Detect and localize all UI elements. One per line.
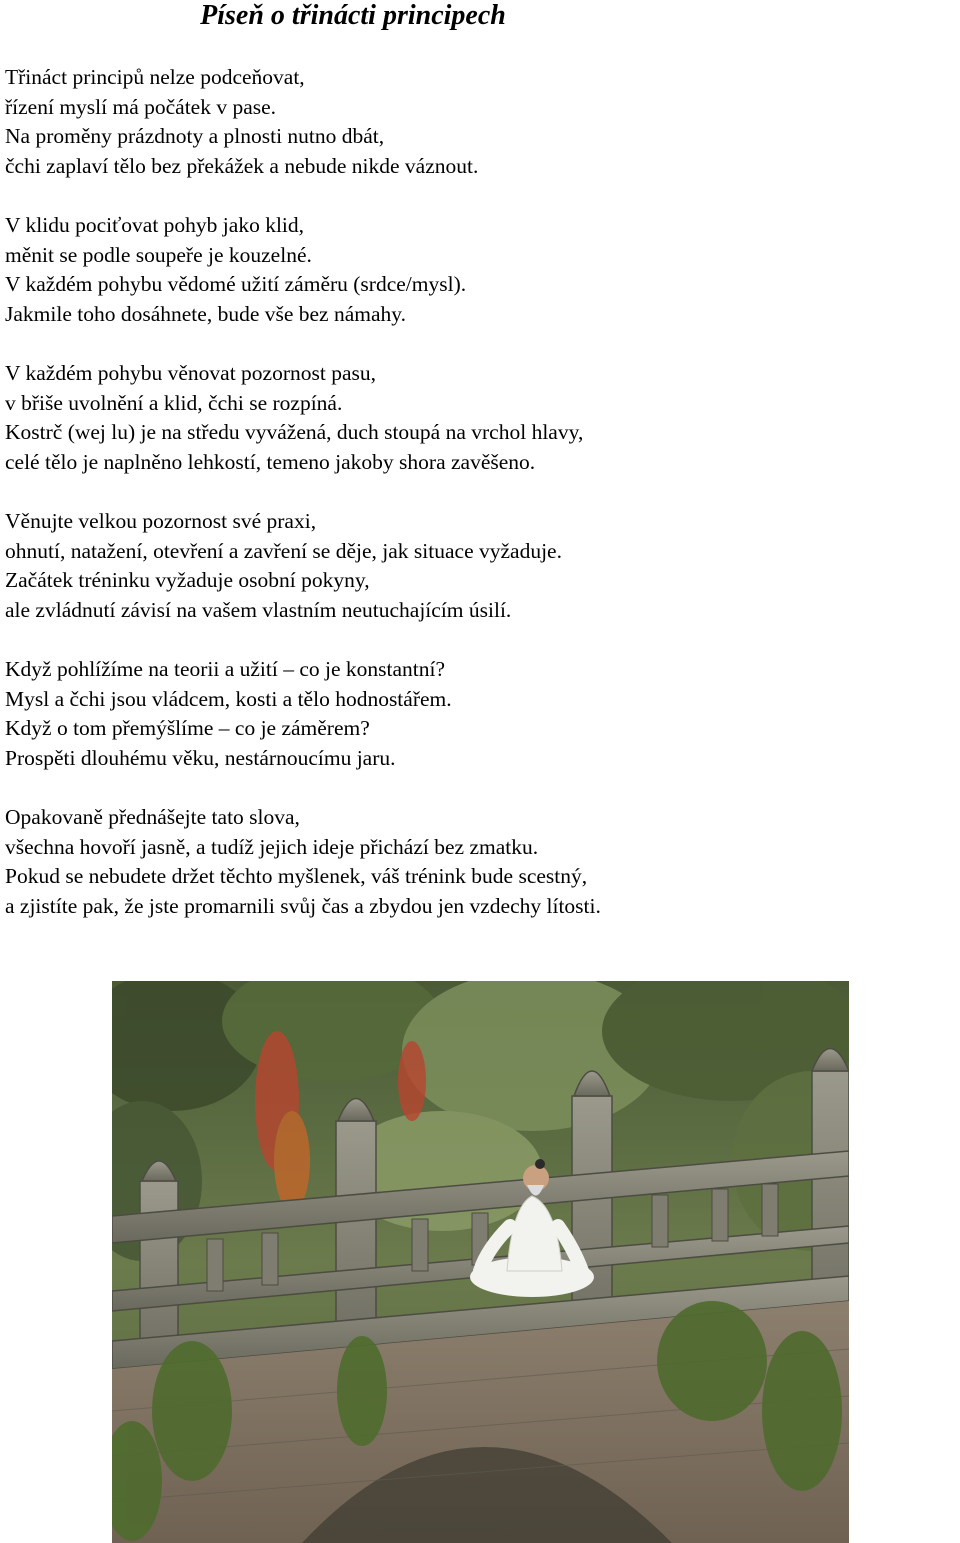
- verse-line: Když pohlížíme na teorii a užití – co je konstantní?: [5, 657, 446, 681]
- verse-line: ale zvládnutí závisí na vašem vlastním neutuchajícím úsilí.: [5, 597, 512, 622]
- stanza-2: [5, 211, 945, 329]
- verse-line: Mysl a čchi jsou vládcem, kosti a tělo hodnostářem.: [5, 686, 452, 711]
- verse-line: celé tělo je naplněno lehkostí, temeno jakoby shora zavěšeno.: [5, 449, 536, 474]
- verse-line: V každém pohybu vědomé užití záměru (srdce/mysl).: [5, 272, 467, 296]
- verse-line: Na proměny prázdnoty a plnosti nutno dbát,: [5, 124, 385, 148]
- verse-line: Jakmile toho dosáhnete, bude vše bez námahy.: [5, 301, 407, 326]
- verse-line: Prospěti dlouhému věku, nestárnoucímu jaru.: [5, 745, 396, 770]
- poem: [5, 63, 945, 951]
- verse-line: Když o tom přemýšlíme – co je záměrem?: [5, 716, 370, 740]
- stanza-3: [5, 359, 945, 477]
- stanza-5: [5, 655, 945, 773]
- verse-line: všechna hovoří jasně, a tudíž jejich ideje přichází bez zmatku.: [5, 834, 539, 859]
- verse-line: Věnujte velkou pozornost své praxi,: [5, 509, 317, 533]
- verse-line: měnit se podle soupeře je kouzelné.: [5, 242, 312, 267]
- verse-line: Kostrč (wej lu) je na středu vyvážená, duch stoupá na vrchol hlavy,: [5, 420, 584, 444]
- meditation-bridge-photo: [112, 981, 849, 1543]
- verse-line: čchi zaplaví tělo bez překážek a nebude nikde váznout.: [5, 153, 479, 178]
- verse-line: Pokud se nebudete držet těchto myšlenek, váš trénink bude scestný,: [5, 864, 588, 888]
- stanza-1: [5, 63, 945, 181]
- photo-illustration: [112, 981, 849, 1543]
- verse-line: Začátek tréninku vyžaduje osobní pokyny,: [5, 568, 370, 592]
- verse-line: Opakovaně přednášejte tato slova,: [5, 805, 300, 829]
- stanza-6: [5, 803, 945, 921]
- verse-line: řízení myslí má počátek v pase.: [5, 94, 277, 119]
- stanza-4: [5, 507, 945, 625]
- verse-line: ohnutí, natažení, otevření a zavření se děje, jak situace vyžaduje.: [5, 538, 562, 563]
- verse-line: Třináct principů nelze podceňovat,: [5, 65, 305, 89]
- verse-line: v břiše uvolnění a klid, čchi se rozpíná.: [5, 390, 343, 415]
- verse-line: V každém pohybu věnovat pozornost pasu,: [5, 361, 377, 385]
- verse-line: a zjistíte pak, že jste promarnili svůj čas a zbydou jen vzdechy lítosti.: [5, 893, 601, 918]
- verse-line: V klidu pociťovat pohyb jako klid,: [5, 213, 305, 237]
- page-title: Píseň o třinácti principech: [200, 0, 506, 31]
